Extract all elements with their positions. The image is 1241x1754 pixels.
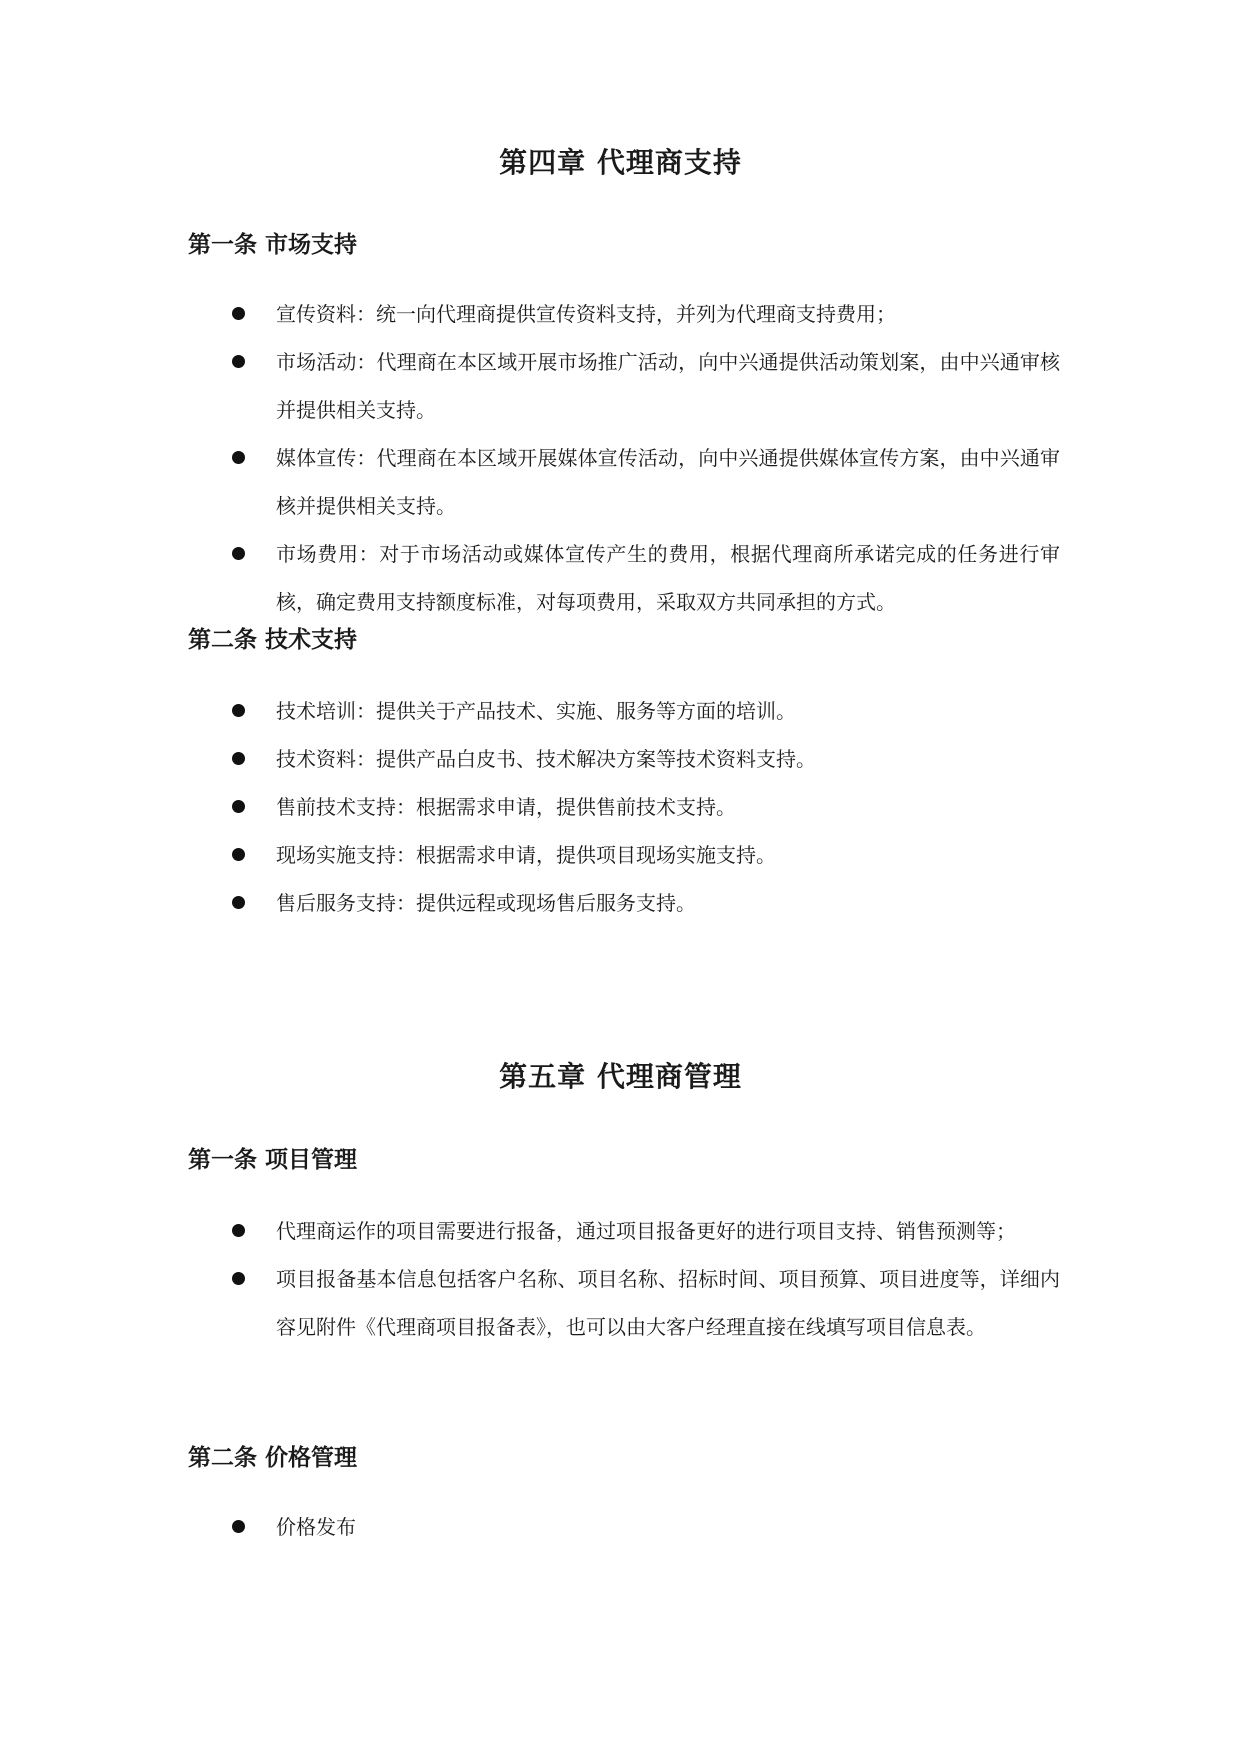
bullet-icon — [232, 800, 245, 813]
bullet-icon — [232, 451, 245, 464]
list-item — [0, 1255, 1060, 1351]
chapter-5-article-1-title: 第一条 项目管理 — [188, 1146, 358, 1173]
project-management-list — [0, 1207, 1060, 1351]
chapter-5-article-2-title: 第二条 价格管理 — [188, 1444, 358, 1471]
list-item — [0, 831, 1060, 879]
bullet-icon — [232, 752, 245, 765]
price-management-list — [0, 1503, 1060, 1551]
bullet-icon — [232, 896, 245, 909]
list-item — [0, 1207, 1060, 1255]
list-item — [0, 434, 1060, 530]
list-item-text: 技术培训：提供关于产品技术、实施、服务等方面的培训。 — [276, 699, 796, 723]
chapter-4-article-2-title: 第二条 技术支持 — [188, 626, 358, 653]
list-item-text: 代理商运作的项目需要进行报备，通过项目报备更好的进行项目支持、销售预测等； — [276, 1219, 1016, 1243]
list-item-text: 售前技术支持：根据需求申请，提供售前技术支持。 — [276, 795, 736, 819]
bullet-icon — [232, 1224, 245, 1237]
bullet-icon — [232, 307, 245, 320]
bullet-icon — [232, 1520, 245, 1533]
list-item-text: 价格发布 — [276, 1515, 356, 1539]
list-item — [0, 290, 1060, 338]
bullet-icon — [232, 547, 245, 560]
list-item-text: 现场实施支持：根据需求申请，提供项目现场实施支持。 — [276, 843, 776, 867]
bullet-icon — [232, 1272, 245, 1285]
list-item — [0, 687, 1060, 735]
list-item-text: 售后服务支持：提供远程或现场售后服务支持。 — [276, 891, 696, 915]
bullet-icon — [232, 848, 245, 861]
market-support-list — [0, 290, 1060, 626]
tech-support-list — [0, 687, 1060, 927]
chapter-5-title: 第五章 代理商管理 — [499, 1060, 742, 1093]
chapter-4-article-1-title: 第一条 市场支持 — [188, 231, 358, 258]
list-item-text: 技术资料：提供产品白皮书、技术解决方案等技术资料支持。 — [276, 747, 816, 771]
list-item — [0, 338, 1060, 434]
chapter-4-title: 第四章 代理商支持 — [499, 146, 742, 179]
list-item-text: 市场活动：代理商在本区域开展市场推广活动，向中兴通提供活动策划案，由中兴通审核并提供相关支持。 — [276, 350, 1060, 422]
list-item-text: 宣传资料：统一向代理商提供宣传资料支持，并列为代理商支持费用； — [276, 302, 896, 326]
list-item-text: 市场费用：对于市场活动或媒体宣传产生的费用，根据代理商所承诺完成的任务进行审核，确定费用支持额度标准，对每项费用，采取双方共同承担的方式。 — [276, 542, 1060, 614]
list-item — [0, 783, 1060, 831]
list-item — [0, 1503, 1060, 1551]
list-item-text: 项目报备基本信息包括客户名称、项目名称、招标时间、项目预算、项目进度等，详细内容见附件《代理商项目报备表》，也可以由大客户经理直接在线填写项目信息表。 — [276, 1267, 1060, 1339]
list-item — [0, 879, 1060, 927]
list-item-text: 媒体宣传：代理商在本区域开展媒体宣传活动，向中兴通提供媒体宣传方案，由中兴通审核并提供相关支持。 — [276, 446, 1060, 518]
list-item — [0, 530, 1060, 626]
bullet-icon — [232, 355, 245, 368]
list-item — [0, 735, 1060, 783]
bullet-icon — [232, 704, 245, 717]
